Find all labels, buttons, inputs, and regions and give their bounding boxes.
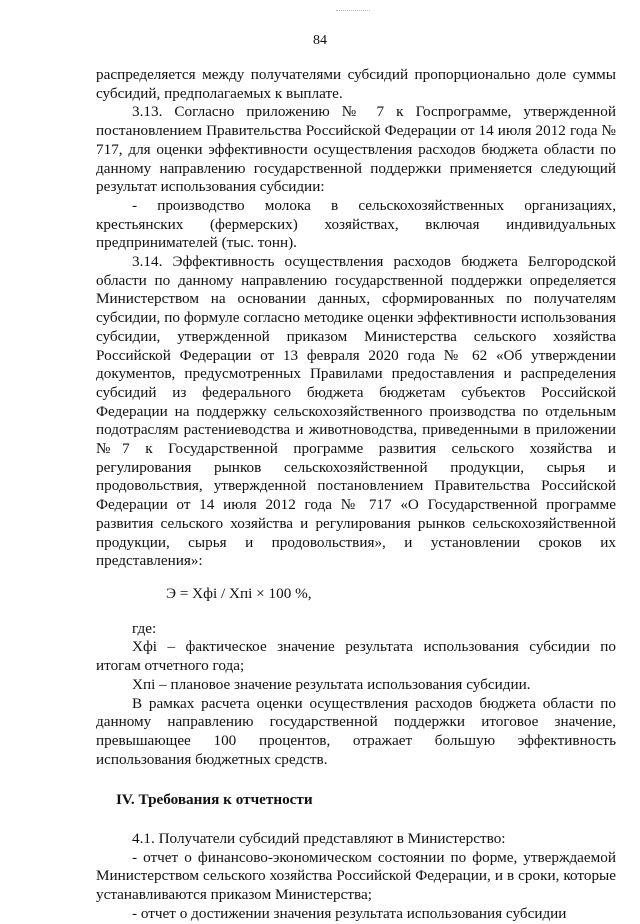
paragraph-3-14: 3.14. Эффективность осуществления расходов бюджета Белгородской области по данному направлению государственной поддержки определяется Министерством на основании данных, сформированных по получателям субсидии, по формуле согласно методике оценки эффективности использования субсидии, утвержденной приказом Министерства сельского хозяйства Российской Федерации от 13 февраля 2020 года № 62 «Об утверждении документов, предусмотренных Правилами предоставления и распределения субсидий из федерального бюджета бюджетам субъектов Российской Федерации на поддержку сельскохозяйственного производства по отдельным подотраслям растениеводства и животноводства, приведенными в приложении №7 к Государственной программе развития сельского хозяйства и регулирования рынков сельскохозяйственной продукции, сырья и продовольствия, утвержденной постановлением Правительства Российской Федерации от 14 июля 2012 года № 717 «О Государственной программе развития сельского хозяйства и регулирования рынков сельскохозяйственной продукции, сырья и продовольствия», и установлении сроков их представления»: bbox=[96, 253, 616, 570]
list-item-financial-report: - отчет о финансово-экономическом состоянии по форме, утверждаемой Министерством сельского хозяйства Российской Федерации, и в сроки, которые устанавливаются приказом Министерства; bbox=[96, 848, 616, 904]
paragraph-evaluation: В рамках расчета оценки осуществления расходов бюджета области по данному направлению государственной поддержки итоговое значение, превышающее 100 процентов, отражает большую эффективность использования бюджетных средств. bbox=[96, 694, 616, 768]
formula: Э = Хфі / Хпі × 100 %, bbox=[166, 584, 312, 602]
section-heading: IV. Требования к отчетности bbox=[116, 791, 313, 809]
list-item-milk-production: - производство молока в сельскохозяйственных организациях, крестьянских (фермерских) хозяйствах, включая индивидуальных предпринимателей (тыс. тонн). bbox=[96, 196, 616, 252]
paragraph-3-13: 3.13. Согласно приложению № 7 к Госпрограмме, утвержденной постановлением Правительства Российской Федерации от 14 июля 2012 года № 717, для оценки эффективности осуществления расходов бюджета области по данному направлению государственной поддержки применяется следующий результат использования субсидии: bbox=[96, 103, 616, 196]
paragraph-continuation: распределяется между получателями субсидий пропорционально доле суммы субсидий, предполагаемых к выплате. bbox=[96, 66, 616, 102]
document-body bbox=[96, 66, 616, 924]
paragraph-4-1: 4.1. Получатели субсидий представляют в Министерство: bbox=[132, 830, 506, 848]
definition-planned-value: Хпі – плановое значение результата использования субсидии. bbox=[132, 675, 531, 693]
scan-mark bbox=[336, 10, 370, 15]
page-number: 84 bbox=[313, 33, 327, 48]
where-label: где: bbox=[132, 619, 157, 637]
definition-actual-value: Хфі – фактическое значение результата использования субсидии по итогам отчетного года; bbox=[96, 638, 616, 675]
list-item-result-report: - отчет о достижении значения результата использования субсидии bbox=[132, 904, 567, 922]
